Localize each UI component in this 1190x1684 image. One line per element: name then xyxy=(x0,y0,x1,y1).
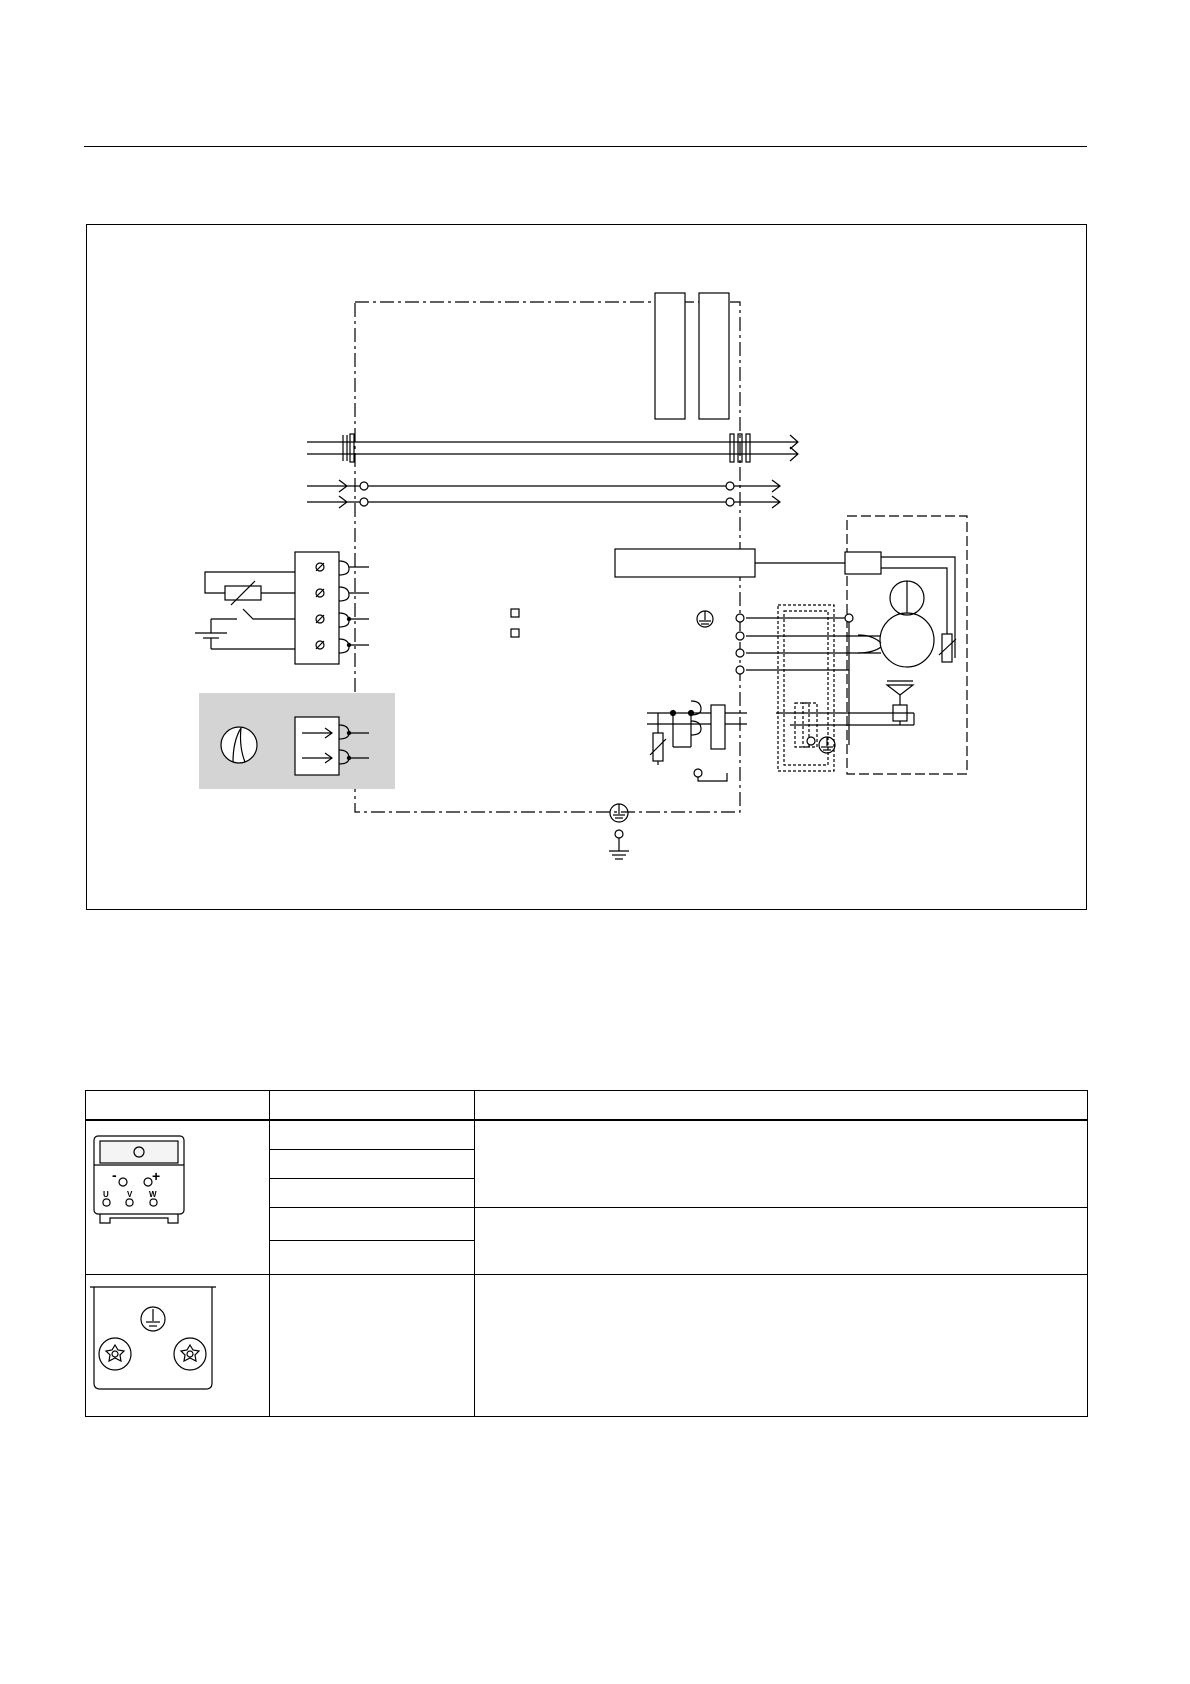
ground-connector-image-cell xyxy=(86,1275,270,1417)
table-row xyxy=(86,1275,1088,1417)
description-cell xyxy=(475,1207,1088,1275)
bus-connector-left xyxy=(350,434,354,462)
table-header-row xyxy=(86,1091,1088,1121)
signal-cell xyxy=(270,1149,475,1178)
header-rule xyxy=(84,146,1087,147)
encoder-plug xyxy=(845,552,881,574)
screw-left-icon xyxy=(99,1338,131,1370)
power-connector-icon xyxy=(86,1121,270,1271)
terminal-table xyxy=(85,1090,1088,1417)
header-signal xyxy=(270,1091,475,1121)
module-a xyxy=(655,293,685,419)
u-label: U xyxy=(103,1190,109,1199)
ground-terminal-icon xyxy=(86,1275,270,1413)
bus-connector-right-3 xyxy=(746,434,750,462)
cable-shield xyxy=(778,605,834,771)
screw-right-icon xyxy=(174,1338,206,1370)
signal-cell xyxy=(270,1120,475,1149)
signal-cell xyxy=(270,1178,475,1207)
brake-relay xyxy=(711,705,725,749)
motor-symbol xyxy=(880,613,934,667)
signal-cell xyxy=(270,1207,475,1241)
signal-cell xyxy=(270,1241,475,1275)
v-label: V xyxy=(127,1190,133,1199)
brake-symbol xyxy=(887,685,913,695)
minus-label: - xyxy=(112,1167,117,1183)
table-row xyxy=(86,1120,1088,1149)
header-description xyxy=(475,1091,1088,1121)
description-cell xyxy=(475,1275,1088,1417)
w-label: W xyxy=(149,1190,157,1199)
terminal-block-fan xyxy=(295,717,339,775)
plus-label: + xyxy=(152,1168,161,1184)
signal-cell xyxy=(270,1275,475,1417)
header-terminal xyxy=(86,1091,270,1121)
bus-connector-right-1 xyxy=(730,434,734,462)
wiring-diagram xyxy=(86,224,1087,910)
encoder-interface-box xyxy=(615,549,755,577)
description-cell xyxy=(475,1120,1088,1207)
power-connector-image-cell xyxy=(86,1120,270,1275)
wiring-diagram-svg xyxy=(87,225,1088,911)
module-b xyxy=(699,293,729,419)
